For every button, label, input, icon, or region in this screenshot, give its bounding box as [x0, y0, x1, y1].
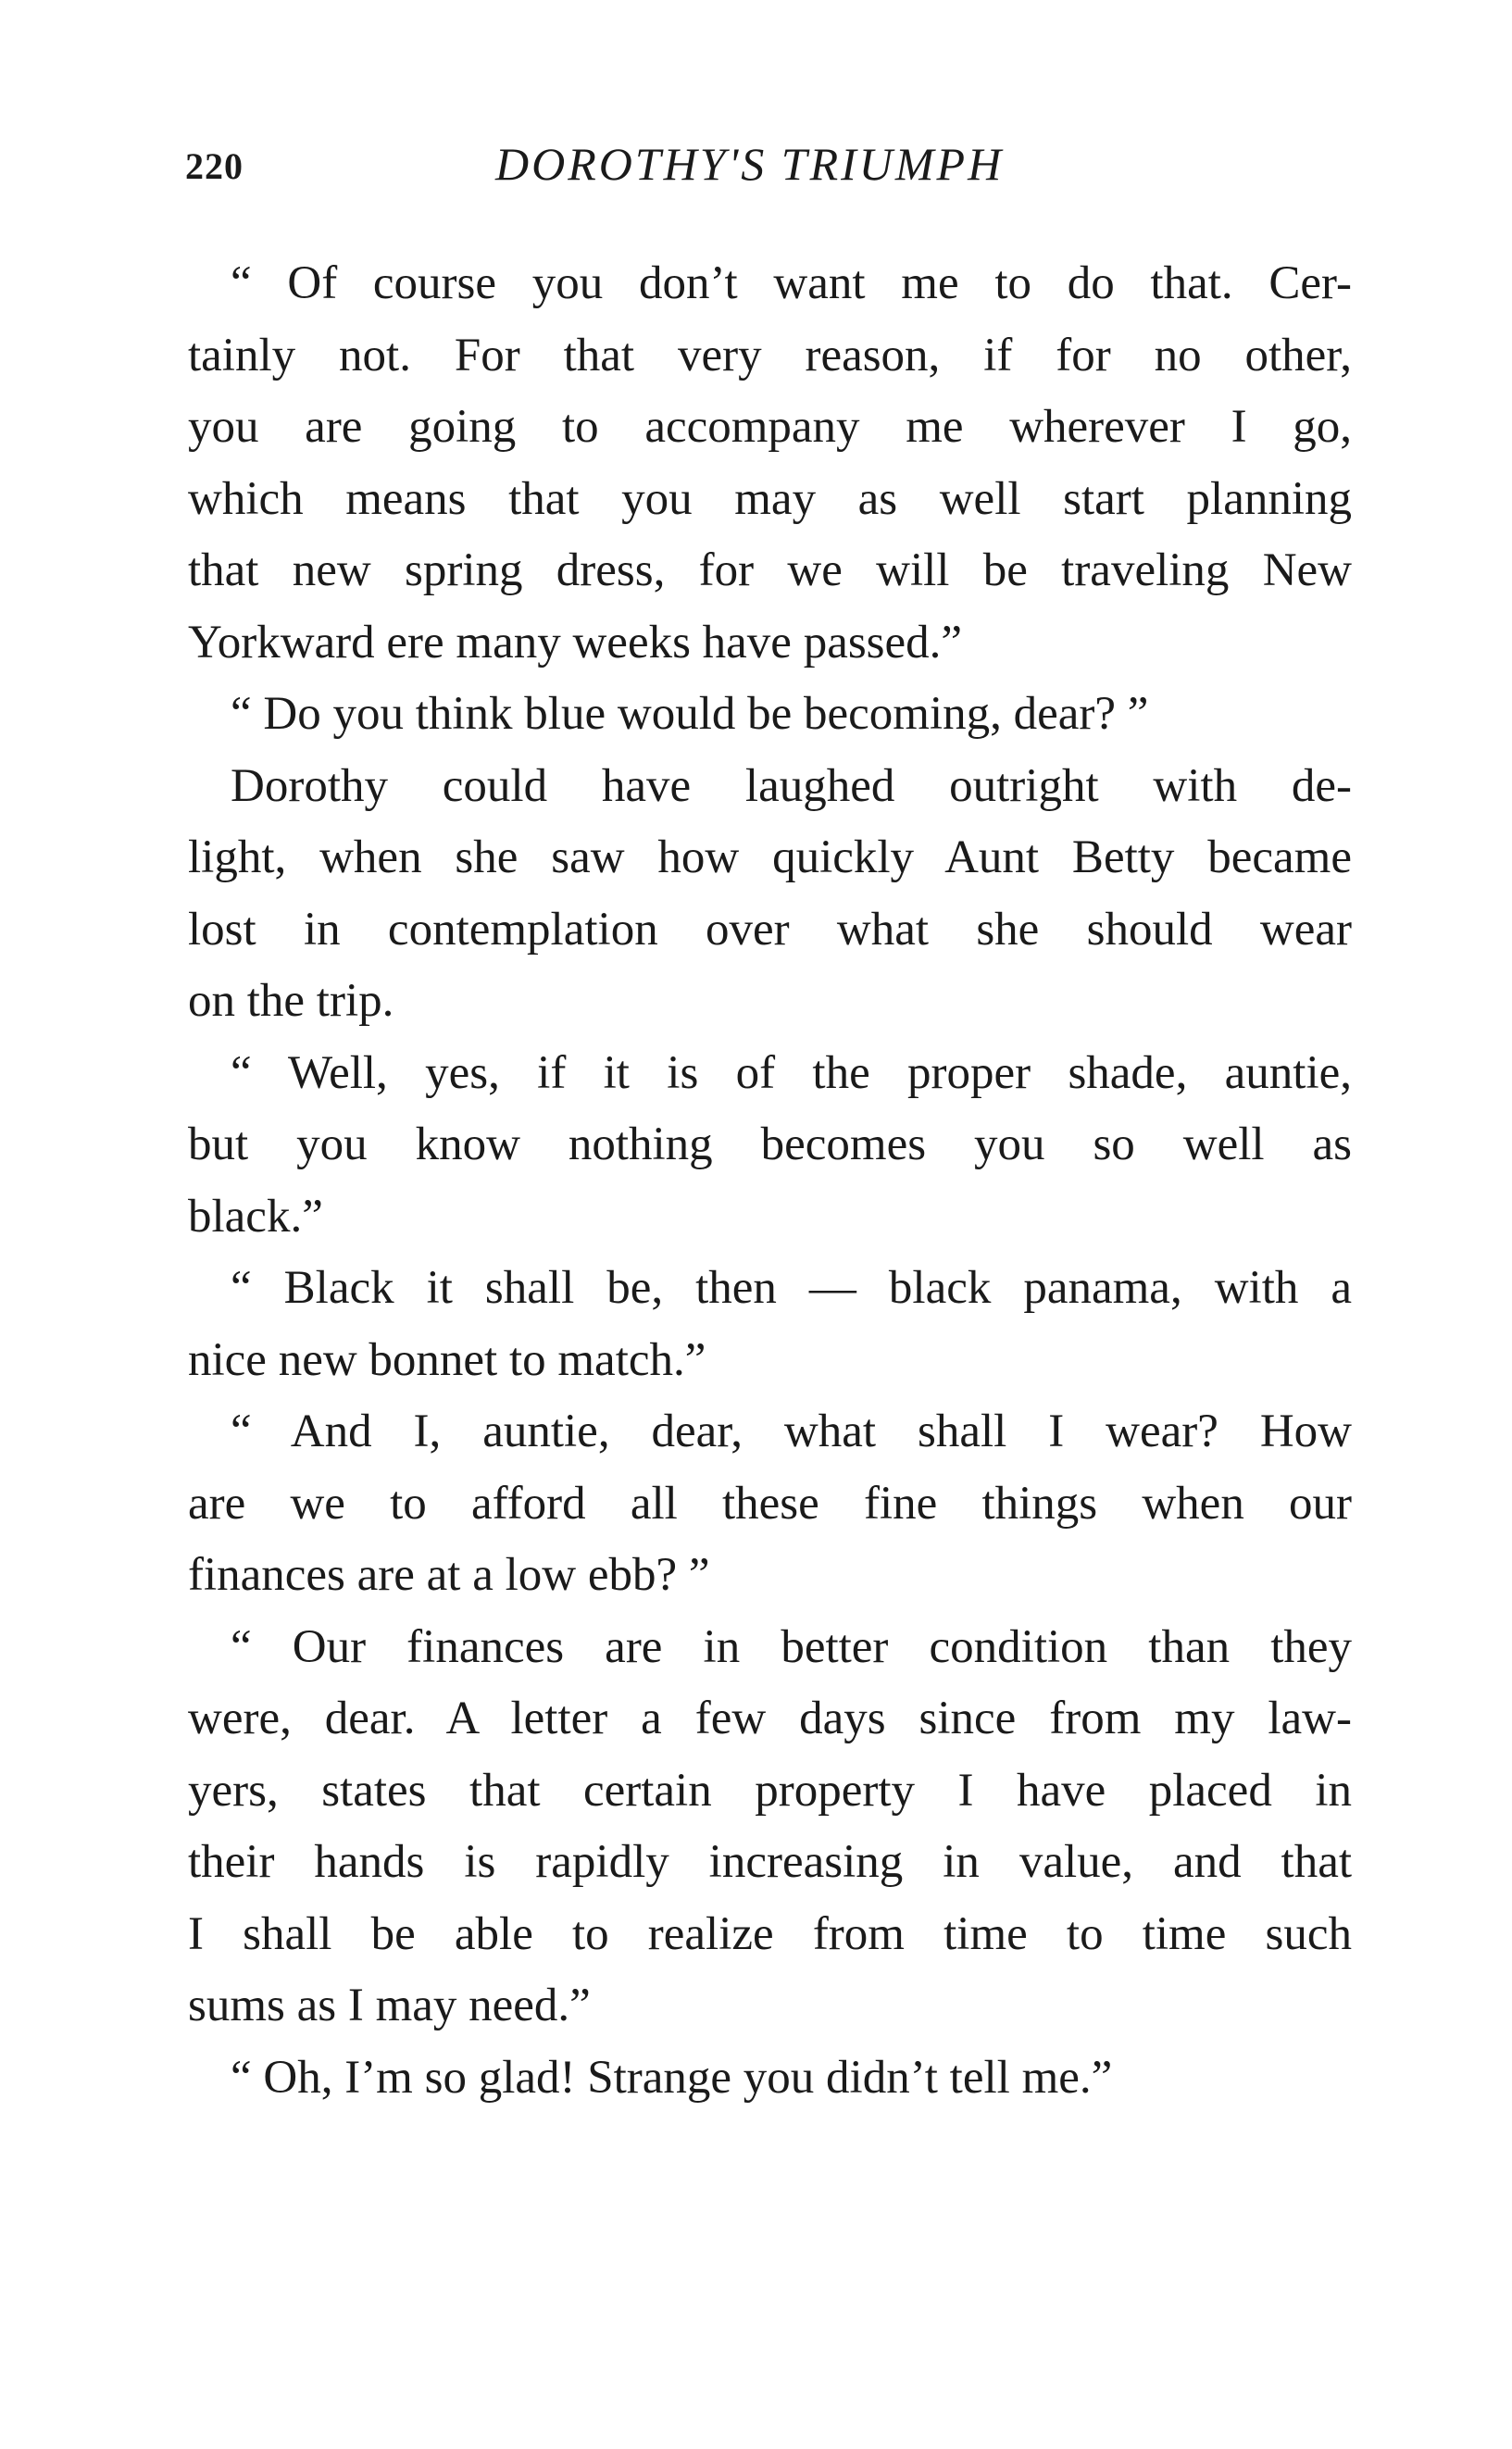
text-line: “ Our finances are in better condition than they [231, 1620, 1352, 1673]
text-line: yers, states that certain property I have placed in [188, 1764, 1352, 1817]
text-line: tainly not. For that very reason, if for no other, [188, 329, 1352, 381]
text-line: finances are at a low ebb? ” [188, 1549, 710, 1601]
text-line: on the trip. [188, 975, 394, 1027]
text-line: you are going to accompany me wherever I go, [188, 401, 1352, 453]
text-line: sums as I may need.” [188, 1980, 591, 2031]
text-line: “ Oh, I’m so glad! Strange you didn’t tell me.” [231, 2051, 1113, 2104]
text-line: “ Do you think blue would be becoming, dear? ” [231, 688, 1149, 740]
text-line: light, when she saw how quickly Aunt Betty became [188, 831, 1352, 883]
text-line: nice new bonnet to match.” [188, 1333, 706, 1386]
text-line: Yorkward ere many weeks have passed.” [188, 616, 963, 668]
text-line: are we to afford all these fine things when our [188, 1477, 1352, 1530]
body-text [188, 248, 1352, 2114]
text-line: but you know nothing becomes you so well as [188, 1118, 1352, 1170]
text-line: “ And I, auntie, dear, what shall I wear? How [231, 1406, 1352, 1457]
text-line: lost in contemplation over what she should wear [188, 903, 1352, 956]
text-line: “ Of course you don’t want me to do that. Cer- [231, 257, 1352, 309]
text-line: black.” [188, 1190, 323, 1243]
text-line: I shall be able to realize from time to time such [188, 1907, 1352, 1960]
text-line: their hands is rapidly increasing in value, and that [188, 1836, 1352, 1888]
page-number: 220 [185, 145, 244, 187]
running-title: DOROTHY'S TRIUMPH [495, 138, 1005, 190]
text-line: were, dear. A letter a few days since from my law- [188, 1693, 1352, 1744]
text-line: Dorothy could have laughed outright with de- [231, 759, 1352, 812]
page-header [185, 137, 1352, 202]
text-line: “ Well, yes, if it is of the proper shade, auntie, [231, 1046, 1352, 1099]
text-line: which means that you may as well start planning [188, 472, 1352, 525]
text-line: “ Black it shall be, then — black panama, with a [231, 1262, 1352, 1314]
text-line: that new spring dress, for we will be traveling New [188, 544, 1352, 596]
